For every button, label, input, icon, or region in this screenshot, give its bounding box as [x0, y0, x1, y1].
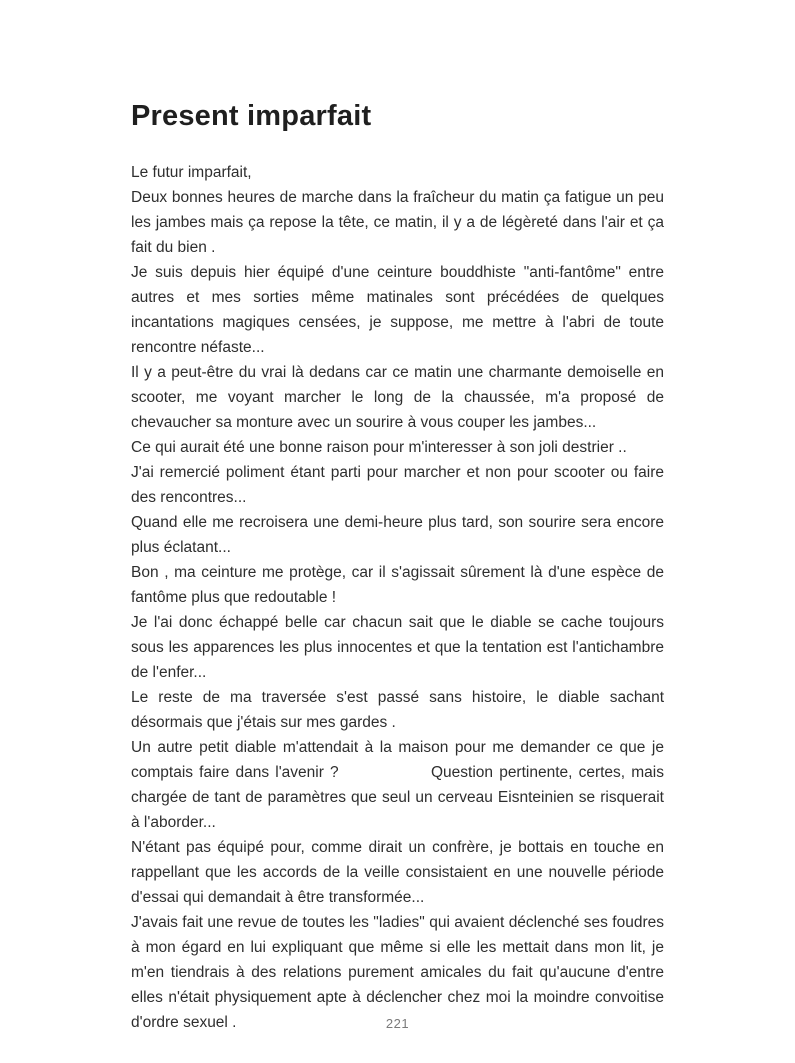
- paragraph: Le futur imparfait,: [131, 164, 252, 181]
- paragraph-container: [131, 160, 664, 1035]
- text-body: [131, 100, 664, 1035]
- paragraph: J'ai remercié poliment étant parti pour marcher et non pour scooter ou faire des rencontres...: [131, 464, 664, 506]
- paragraph: Un autre petit diable m'attendait à la maison pour me demander ce que je comptais faire dans l'avenir ? Question pertinente, certes, mais chargée de tant de paramètres que seul un cerveau Eisnteinien se risquerait à l'aborder...: [131, 739, 664, 831]
- paragraph: Je l'ai donc échappé belle car chacun sait que le diable se cache toujours sous les apparences les plus innocentes et que la tentation est l'antichambre de l'enfer...: [131, 614, 664, 681]
- page-footer: [0, 1015, 795, 1033]
- paragraph: Ce qui aurait été une bonne raison pour m'interesser à son joli destrier ..: [131, 439, 627, 456]
- paragraph: Je suis depuis hier équipé d'une ceinture bouddhiste "anti-fantôme" entre autres et mes sorties même matinales sont précédées de quelques incantations magiques censées, je suppose, me mettre à l'abri de toute rencontre néfaste...: [131, 264, 664, 356]
- paragraph: Quand elle me recroisera une demi-heure plus tard, son sourire sera encore plus éclatant...: [131, 514, 664, 556]
- paragraph: Bon , ma ceinture me protège, car il s'agissait sûrement là d'une espèce de fantôme plus que redoutable !: [131, 564, 664, 606]
- paragraph: Deux bonnes heures de marche dans la fraîcheur du matin ça fatigue un peu les jambes mais ça repose la tête, ce matin, il y a de légèreté dans l'air et ça fait du bien .: [131, 189, 664, 256]
- paragraph: J'avais fait une revue de toutes les "ladies" qui avaient déclenché ses foudres à mon égard en lui expliquant que même si elle les mettait dans mon lit, je m'en tiendrais à des relations purement amicales du fait qu'aucune d'entre elles n'était physiquement apte à déclencher chez moi la moindre convoitise d'ordre sexuel .: [131, 914, 664, 1031]
- paragraph: Il y a peut-être du vrai là dedans car ce matin une charmante demoiselle en scooter, me voyant marcher le long de la chaussée, m'a proposé de chevaucher sa monture avec un sourire à vous couper les jambes...: [131, 364, 664, 431]
- paragraph: Le reste de ma traversée s'est passé sans histoire, le diable sachant désormais que j'étais sur mes gardes .: [131, 689, 664, 731]
- paragraph: N'étant pas équipé pour, comme dirait un confrère, je bottais en touche en rappellant que les accords de la veille consistaient en une nouvelle période d'essai qui demandait à être transformée...: [131, 839, 664, 906]
- document-title: Present imparfait: [131, 100, 372, 132]
- page-number: 221: [385, 1016, 410, 1031]
